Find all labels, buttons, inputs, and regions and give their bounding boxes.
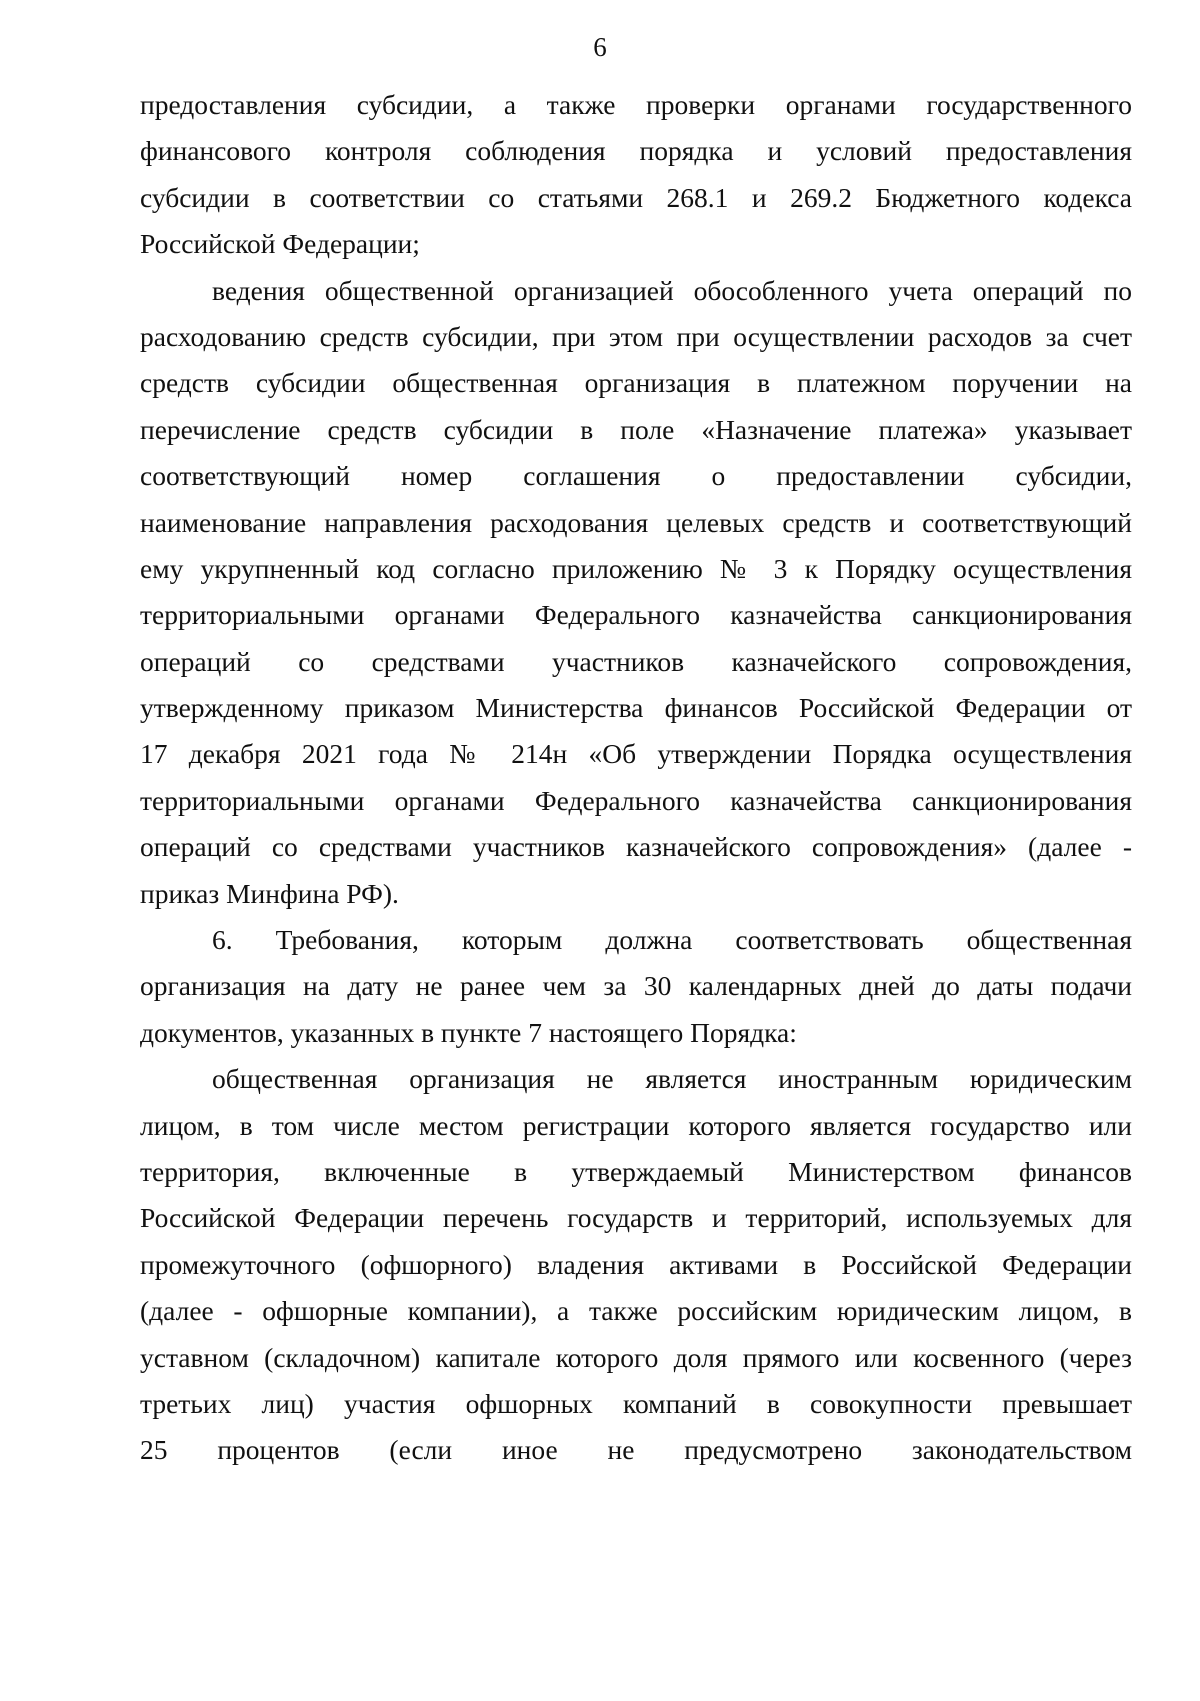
- text-line: территориальными органами Федерального казначейства санкционирования: [140, 784, 1132, 816]
- text-line: уставном (складочном) капитале которого доля прямого или косвенного (через: [140, 1341, 1132, 1373]
- text-line: перечисление средств субсидии в поле «Назначение платежа» указывает: [140, 413, 1132, 445]
- text-line: наименование направления расходования целевых средств и соответствующий: [140, 506, 1132, 538]
- text-line: (далее - офшорные компании), а также российским юридическим лицом, в: [140, 1295, 1132, 1327]
- text-line: соответствующий номер соглашения о предоставлении субсидии,: [140, 460, 1132, 492]
- page-number: 6: [593, 32, 607, 62]
- text-line: средств субсидии общественная организация в платежном поручении на: [140, 367, 1132, 399]
- text-line: организация на дату не ранее чем за 30 календарных дней до даты подачи: [140, 970, 1132, 1002]
- text-line: ведения общественной организацией обособленного учета операций по: [212, 274, 1132, 306]
- text-line: промежуточного (офшорного) владения активами в Российской Федерации: [140, 1248, 1132, 1280]
- text-line: утвержденному приказом Министерства финансов Российской Федерации от: [140, 692, 1132, 724]
- text-line: субсидии в соответствии со статьями 268.1 и 269.2 Бюджетного кодекса: [140, 181, 1132, 213]
- text-line: расходованию средств субсидии, при этом при осуществлении расходов за счет: [140, 320, 1132, 352]
- text-line: лицом, в том числе местом регистрации которого является государство или: [140, 1109, 1132, 1141]
- text-line: приказ Минфина РФ).: [140, 877, 399, 909]
- text-line: Российской Федерации;: [140, 228, 420, 260]
- text-line: третьих лиц) участия офшорных компаний в совокупности превышает: [140, 1387, 1132, 1419]
- text-line: ему укрупненный код согласно приложению № 3 к Порядку осуществления: [140, 552, 1132, 584]
- text-line: операций со средствами участников казначейского сопровождения» (далее -: [140, 831, 1132, 863]
- text-line: операций со средствами участников казначейского сопровождения,: [140, 645, 1132, 677]
- text-line: общественная организация не является иностранным юридическим: [212, 1063, 1132, 1095]
- text-line: 17 декабря 2021 года № 214н «Об утверждении Порядка осуществления: [140, 738, 1132, 770]
- text-line: 25 процентов (если иное не предусмотрено законодательством: [140, 1434, 1132, 1466]
- text-line: финансового контроля соблюдения порядка и условий предоставления: [140, 135, 1132, 167]
- text-line: территория, включенные в утверждаемый Министерством финансов: [140, 1155, 1132, 1187]
- text-line: Российской Федерации перечень государств и территорий, используемых для: [140, 1202, 1132, 1234]
- text-line: территориальными органами Федерального казначейства санкционирования: [140, 599, 1132, 631]
- text-line: 6. Требования, которым должна соответствовать общественная: [212, 924, 1132, 956]
- document-body: [140, 82, 1132, 1474]
- text-line: предоставления субсидии, а также проверки органами государственного: [140, 89, 1132, 120]
- text-line: документов, указанных в пункте 7 настоящего Порядка:: [140, 1016, 797, 1048]
